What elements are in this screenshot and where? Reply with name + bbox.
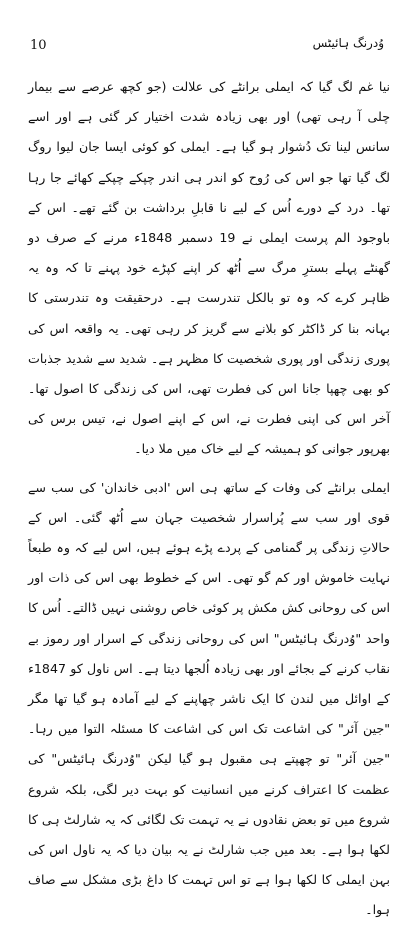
paragraph-1: نیا غم لگ گیا کہ ایملی برانٹے کی علالت (جو کچھ عرصے سے بیمار چلی آ رہی تھی) اور بھی زیادہ شدت اختیار کر گئی ہے اور اسے سانس لینا تک دُشوار ہو گیا ہے۔ ایملی کو کوئی ایسا جان لیوا روگ لگ گیا تھا جو اس کی رُوح کو اندر ہی اندر چپکے چپکے کھائے جا رہا تھا۔ درد کے دورے اُس کے لیے نا قابلِ برداشت بن گئے تھے۔ اس کے باوجود الم پرست ایملی نے 19 دسمبر 1848ء مرنے کے صرف دو گھنٹے پہلے بسترِ مرگ سے اُٹھ کر اپنے کپڑے خود پہنے تا کہ وہ یہ ظاہر کرے کہ وہ تو بالکل تندرست ہے۔ درحقیقت وہ تندرستی کا بہانہ بنا کر ڈاکٹر کو بلانے سے گریز کر رہی تھی۔ یہ واقعہ اس کی پوری زندگی اور پوری شخصیت کا مظہر ہے۔ شدید سے شدید جذبات کو بھی چھپا جانا اس کی فطرت تھی، اس کی زندگی کا اصول تھا۔ آخر اس کی اپنی فطرت نے، اس کے اپنے اصول نے، تیس برس کی بھرپور جوانی کو ہمیشہ کے لیے خاک میں ملا دیا۔: [28, 79, 390, 457]
paragraph-2: ایملی برانٹے کی وفات کے ساتھ ہی اس 'ادبی خاندان' کی سب سے قوی اور سب سے پُراسرار شخصیت جہان سے اُٹھ گئی۔ اس کے حالاتِ زندگی پر گمنامی کے پردے پڑے ہوئے ہیں، اس لیے کہ وہ طبعاً نہایت خاموش اور کم گو تھی۔ اس کے خطوط بھی اس کی ذات اور اس کی روحانی کش مکش پر کوئی خاص روشنی نہیں ڈالتے۔ اُس کا واحد "وُدرنگ ہائیٹس" اس کی روحانی زندگی کے اسرار اور رموز بے نقاب کرنے کے بجائے اور بھی زیادہ اُلجھا دیتا ہے۔ اس ناول کو 1847ء کے اوائل میں لندن کا ایک ناشر چھاپنے کے لیے آمادہ ہو گیا تھا مگر "جین آئر" کی اشاعت تک اس کی اشاعت کا مسئلہ التوا میں رہا۔ "جین آئر" تو چھپتے ہی مقبول ہو گیا لیکن "وُدرنگ ہائیٹس" کی عظمت کا اعتراف کرنے میں انسانیت کو بہت دیر لگی، بلکہ شروع شروع میں تو بعض نقادوں نے یہ تہمت تک لگائی کہ یہ شارلٹ ہی کا لکھا ہوا ہے۔ بعد میں جب شارلٹ نے یہ بیان دیا کہ یہ ناول اس کی بہن ایملی کا لکھا ہوا ہے تو اس تہمت کا داغ بڑی مشکل سے صاف ہوا۔: [28, 479, 390, 918]
running-header: وُدرنگ ہائیٹس: [312, 36, 384, 50]
page-number: 10: [30, 38, 47, 53]
body-text: [28, 72, 390, 926]
